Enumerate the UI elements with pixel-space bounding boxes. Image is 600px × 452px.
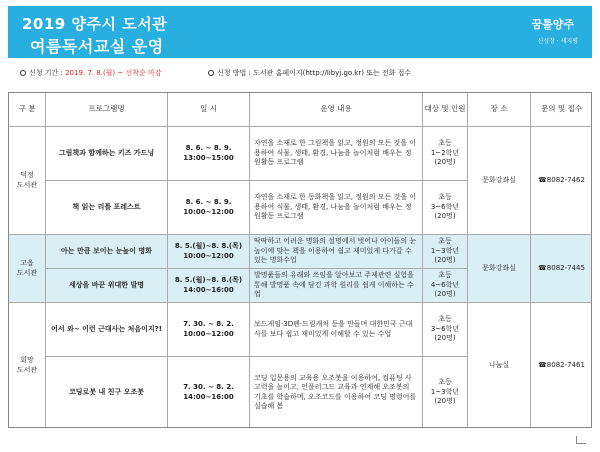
column-header xyxy=(46,93,168,127)
program-content-text: 자연을 소재로 한 동화책을 읽고, 정원의 모든 것을 이용하여 식물, 생태, 환경, 나눔을 놀이처럼 배우는 정원활동 프로그램 xyxy=(254,193,417,221)
title-line-2: 여름독서교실 운영 xyxy=(30,37,164,56)
program-datetime-text: 8. 6. ~ 8. 9. 13:00~15:00 xyxy=(183,144,234,162)
program-name xyxy=(46,127,168,181)
program-content xyxy=(250,357,423,428)
program-datetime-text: 8. 5.(월)~8. 8.(목) 10:00~12:00 xyxy=(174,242,243,260)
program-datetime-text: 8. 5.(월)~8. 8.(목) 14:00~16:00 xyxy=(174,276,243,294)
program-content xyxy=(250,181,423,235)
program-content xyxy=(250,269,423,303)
program-name-text: 코딩로봇 내 친구 오조봇 xyxy=(69,387,144,396)
column-header-text: 장 소 xyxy=(490,104,508,114)
library-name-text: 회망 도서관 xyxy=(16,356,38,374)
program-content-text: 딱딱하고 어려운 명화의 설명에서 벗어나 아이들의 눈높이에 맞는 책을 이용하여 쉽고 재미있게 다가갈 수 있는 명화수업 xyxy=(254,237,417,265)
program-target-text: 초등 4~6학년 (20명) xyxy=(430,271,460,299)
method-text: 신청 방법 : 도서관 홈페이지(http://libyj.go.kr) 또는 전화 접수 xyxy=(217,69,412,77)
program-content xyxy=(250,127,423,181)
program-name-text: 그림책과 함께하는 키즈 가드닝 xyxy=(58,148,155,157)
program-datetime xyxy=(168,303,250,357)
program-name xyxy=(46,181,168,235)
column-header xyxy=(531,93,592,127)
program-target xyxy=(423,235,468,269)
title-banner xyxy=(8,6,592,58)
contact-cell xyxy=(531,303,592,428)
program-datetime xyxy=(168,181,250,235)
place-cell-text: 문화강좌실 xyxy=(482,263,516,272)
program-target-text: 초등 1~3학년 (20명) xyxy=(430,237,460,265)
program-target-text: 초등 3~6학년 (20명) xyxy=(430,193,460,221)
place-cell xyxy=(468,235,531,303)
column-header-text: 프로그램명 xyxy=(88,104,125,114)
program-table xyxy=(8,92,592,428)
program-datetime-text: 7. 30. ~ 8. 2. 10:00~12:00 xyxy=(183,320,234,338)
contact-cell-text: ☎8082-7461 xyxy=(538,360,585,369)
program-target xyxy=(423,269,468,303)
column-header xyxy=(168,93,250,127)
period-label: 신청 기간 : xyxy=(29,69,66,77)
city-slogan: 신성장 · 새지평 xyxy=(537,38,578,45)
program-name-text: 세상을 바꾼 위대한 발명 xyxy=(69,280,144,289)
program-name-text: 아는 만큼 보이는 눈높이 명화 xyxy=(61,246,152,255)
period-value: 2019. 7. 8.(월) ~ 선착순 마감 xyxy=(65,69,162,77)
program-target xyxy=(423,181,468,235)
application-method xyxy=(208,68,411,78)
program-name xyxy=(46,303,168,357)
city-logo: 꿈틀양주 xyxy=(531,18,574,31)
program-content-text: 자연을 소재로 한 그림책을 읽고, 정원의 모든 것을 이용하여 식물, 생태, 환경, 나눔을 놀이처럼 배우는 정원활동 프로그램 xyxy=(254,139,417,167)
program-datetime-text: 7. 30. ~ 8. 2. 14:00~16:00 xyxy=(183,383,234,401)
library-name-text: 덕정 도서관 xyxy=(16,171,38,189)
program-name xyxy=(46,357,168,428)
program-datetime xyxy=(168,269,250,303)
column-header xyxy=(468,93,531,127)
program-target-text: 초등 3~6학년 (20명) xyxy=(430,315,460,343)
corner-mark xyxy=(576,436,586,444)
program-target-text: 초등 1~3학년 (20명) xyxy=(430,378,460,406)
program-content-text: 발명품들의 유래와 쓰임을 알아보고 주제관련 실험을 통해 발명품 속에 담긴 과학 원리를 쉽게 이해하는 수업 xyxy=(254,271,414,299)
contact-cell xyxy=(531,127,592,235)
contact-cell xyxy=(531,235,592,303)
library-name-text: 고읍 도서관 xyxy=(16,259,38,277)
column-header xyxy=(250,93,423,127)
program-content xyxy=(250,303,423,357)
program-target xyxy=(423,357,468,428)
place-cell-text: 나눔실 xyxy=(488,360,510,369)
column-header-text: 구 분 xyxy=(18,104,36,114)
circle-bullet-icon xyxy=(20,70,26,76)
place-cell xyxy=(468,127,531,235)
program-content-text: 보드게임·3D펜·드림캐처 등을 만들며 대한민국 근대사를 보다 쉽고 재미있게 이해할 수 있는 수업 xyxy=(254,320,413,338)
program-datetime xyxy=(168,357,250,428)
program-content xyxy=(250,235,423,269)
program-name-text: 어서 와~ 이런 근대사는 처음이지?! xyxy=(51,324,162,333)
contact-cell-text: ☎8082-7445 xyxy=(538,263,585,272)
program-name xyxy=(46,235,168,269)
application-period xyxy=(20,68,162,78)
circle-bullet-icon xyxy=(208,70,214,76)
program-name xyxy=(46,269,168,303)
column-header-text: 문의 및 접수 xyxy=(541,104,582,114)
column-header xyxy=(423,93,468,127)
library-name xyxy=(9,127,46,235)
place-cell xyxy=(468,303,531,428)
library-name xyxy=(9,235,46,303)
program-content-text: 코딩 입문용의 교육용 오조봇을 이용하여, 컴퓨팅 사고력을 높이고, 언플러그드 교육과 연계해 오조봇의 기초를 학습하며, 오조코드를 이용하여 코딩 명령어를 실습해 봄 xyxy=(254,373,417,410)
column-header xyxy=(9,93,46,127)
title-line-1: 2019 양주시 도서관 xyxy=(22,15,168,33)
program-target xyxy=(423,303,468,357)
column-header-text: 운영 내용 xyxy=(320,104,352,114)
column-header-text: 대상 및 인원 xyxy=(424,104,466,114)
program-datetime xyxy=(168,235,250,269)
library-name xyxy=(9,303,46,428)
contact-cell-text: ☎8082-7462 xyxy=(538,175,585,184)
program-name-text: 책 읽는 리틀 포레스트 xyxy=(72,202,141,211)
place-cell-text: 문화강좌실 xyxy=(482,175,516,184)
column-header-text: 일 시 xyxy=(200,104,217,114)
program-target-text: 초등 1~2학년 (20명) xyxy=(430,139,460,167)
program-datetime xyxy=(168,127,250,181)
program-target xyxy=(423,127,468,181)
program-datetime-text: 8. 6. ~ 8. 9. 10:00~12:00 xyxy=(183,198,234,216)
